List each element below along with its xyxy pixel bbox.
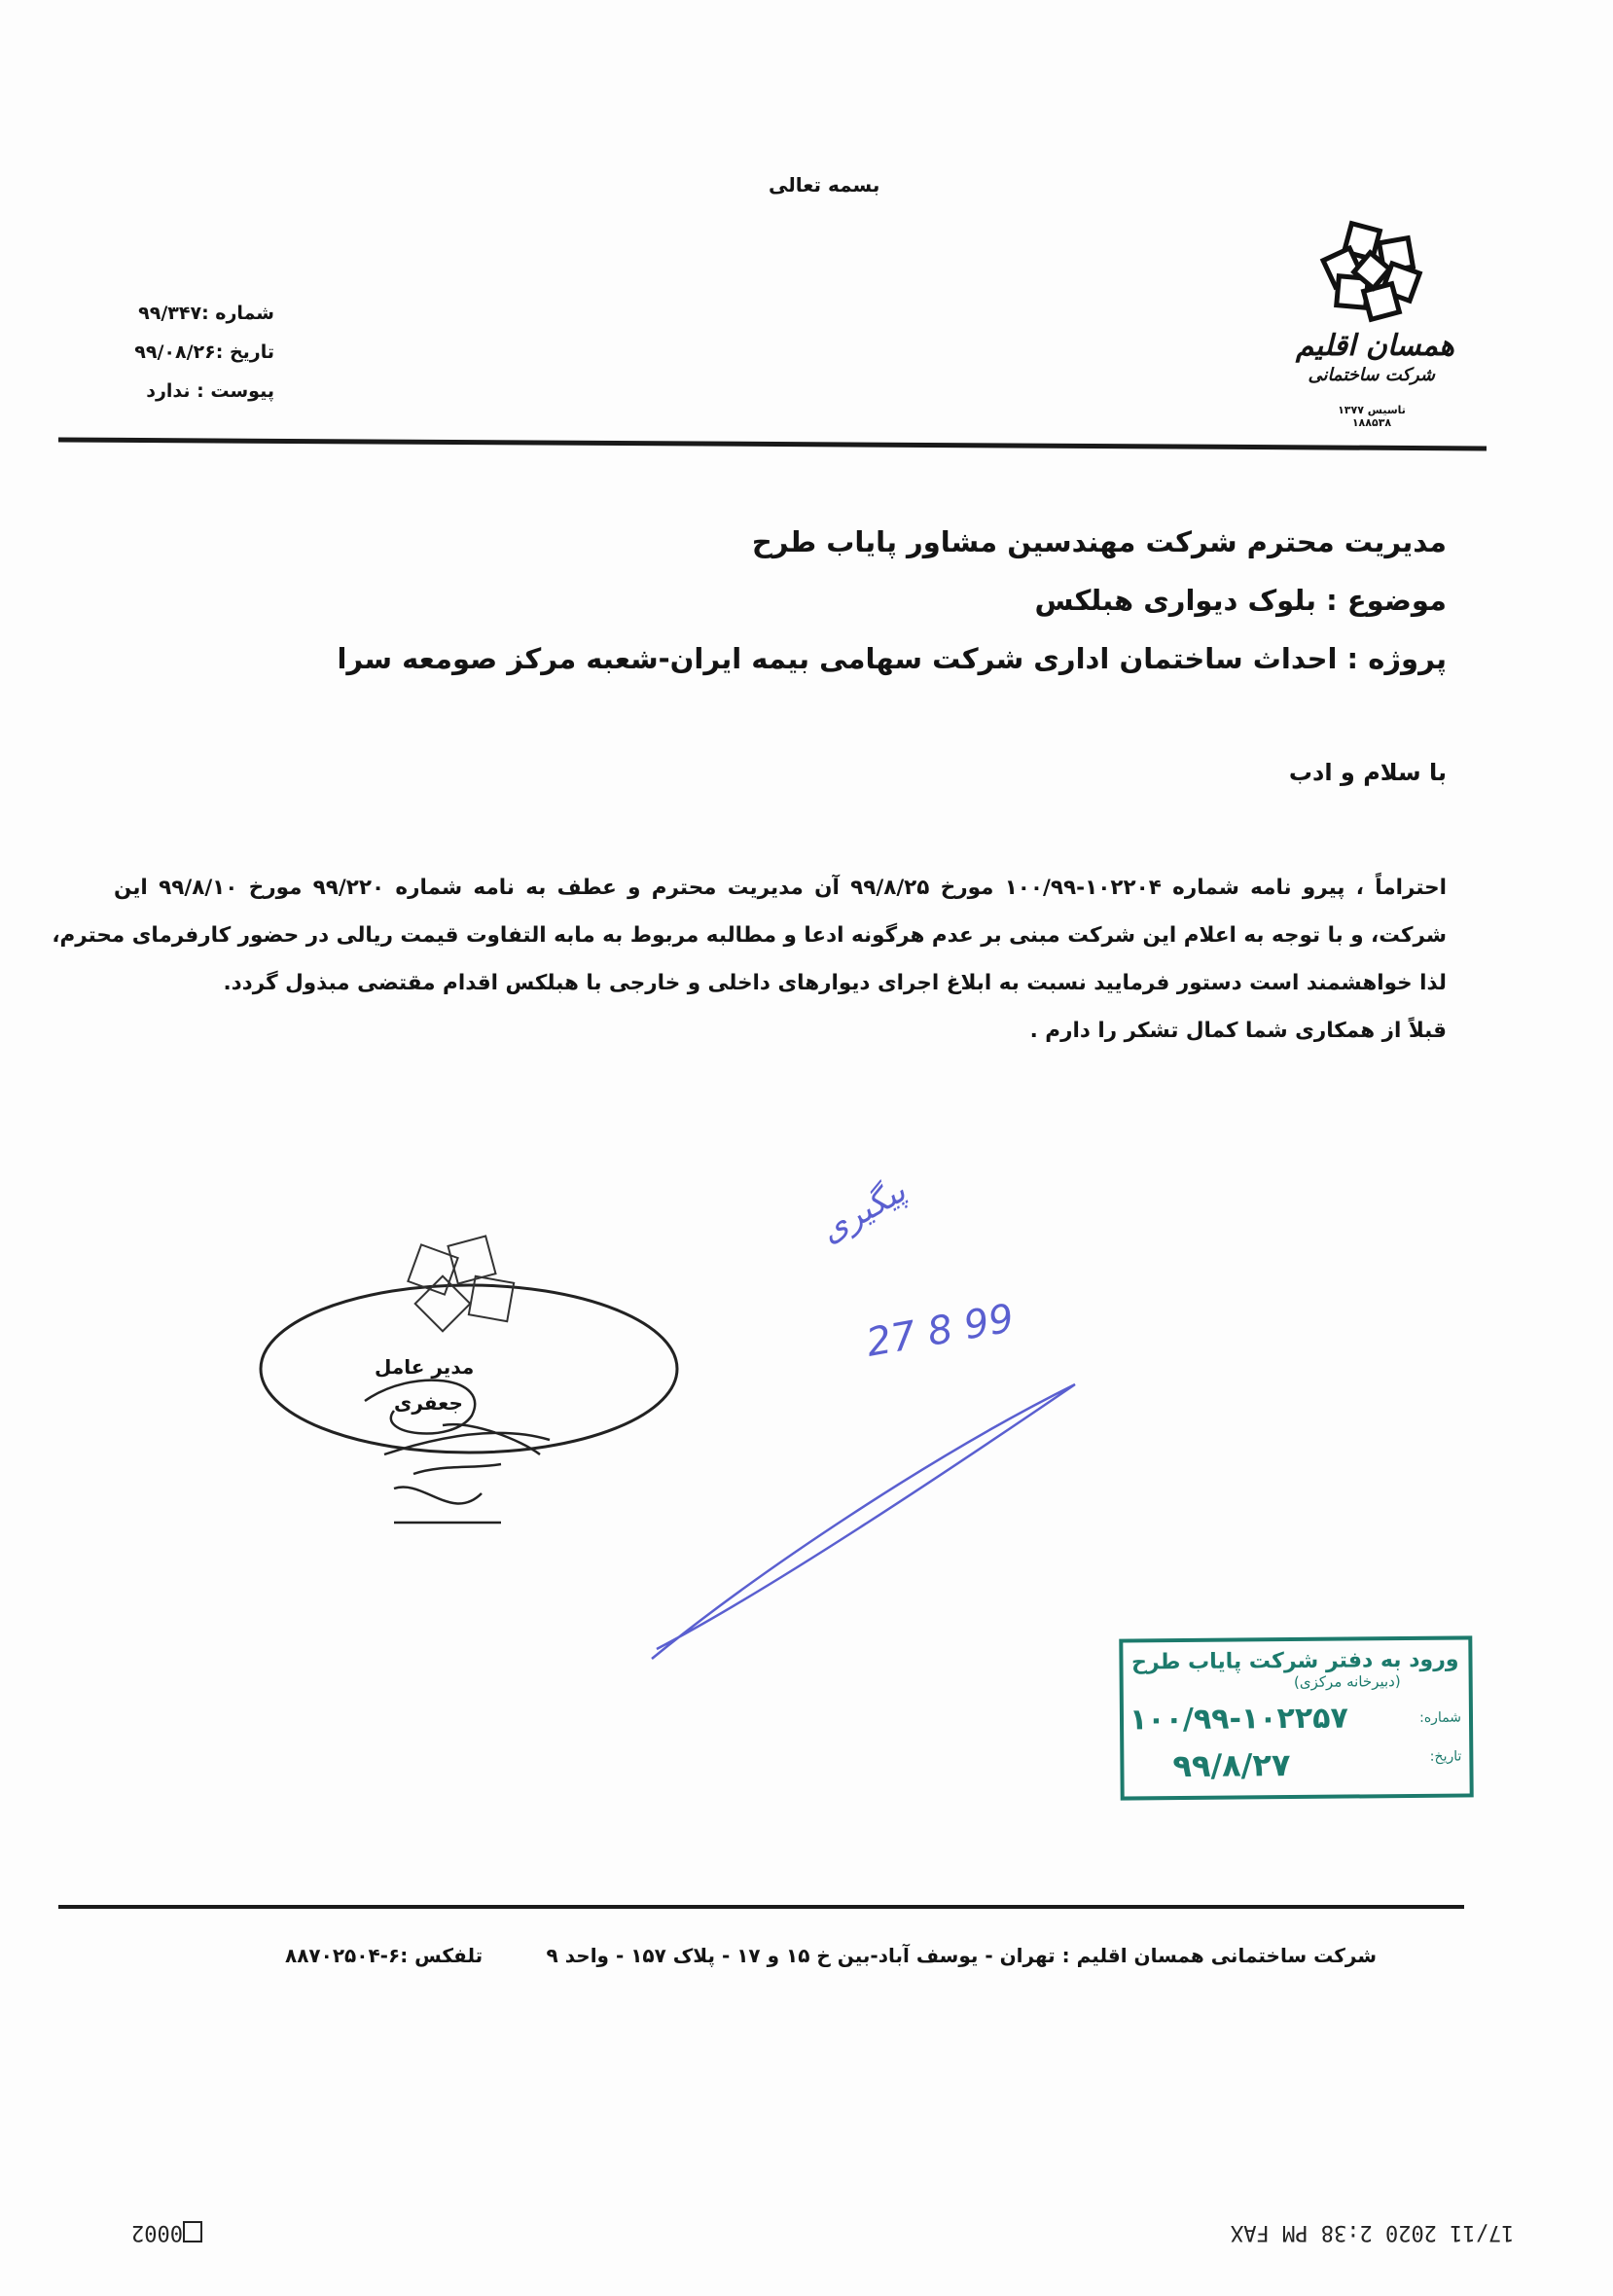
signatory-name: جعفری bbox=[394, 1391, 463, 1415]
stamp-date-label: تاریخ: bbox=[1429, 1748, 1462, 1765]
greeting: با سلام و ادب bbox=[1288, 759, 1447, 786]
handwritten-date: 27 8 99 bbox=[863, 1296, 1018, 1366]
project: پروژه : احداث ساختمان اداری شرکت سهامی بیمه ایران-شعبه مرکز صومعه سرا bbox=[337, 642, 1447, 675]
stamp-subtitle: (دبیرخانه مرکزی) bbox=[1293, 1672, 1401, 1692]
receipt-stamp bbox=[1119, 1635, 1473, 1800]
fax-page: 0002 bbox=[131, 2220, 202, 2244]
fax-page-icon bbox=[183, 2221, 202, 2242]
stamp-title: ورود به دفتر شرکت پایاب طرح bbox=[1130, 1647, 1459, 1675]
footer-address: شرکت ساختمانی همسان اقلیم : تهران - یوسف آباد-بین خ ۱۵ و ۱۷ - پلاک ۱۵۷ - واحد ۹ bbox=[546, 1944, 1377, 1967]
stamp-number-label: شماره: bbox=[1419, 1709, 1462, 1726]
signature-seal bbox=[248, 1231, 686, 1552]
logo-established: تاسیس ۱۳۷۷ bbox=[1338, 404, 1406, 416]
body-line: قبلاً از همکاری شما کمال تشکر را دارم . bbox=[1029, 1019, 1447, 1043]
logo-registration: ۱۸۸۵۳۸ bbox=[1351, 416, 1392, 429]
company-logo bbox=[1289, 219, 1454, 462]
stamp-date-value: ۹۹/۸/۲۷ bbox=[1172, 1746, 1291, 1785]
reference-info bbox=[60, 294, 274, 411]
seal-oval-icon bbox=[248, 1231, 686, 1552]
invocation-text: بسمه تعالی bbox=[769, 173, 880, 197]
footer-telfax: تلفکس :۶-۸۸۷۰۲۵۰۴ bbox=[285, 1944, 484, 1967]
letter-heading bbox=[182, 513, 1447, 688]
signatory-title: مدیر عامل bbox=[375, 1355, 475, 1379]
header-divider bbox=[58, 438, 1487, 451]
logo-emblem-icon bbox=[1289, 219, 1454, 326]
body-line: شرکت، و با توجه به اعلام این شرکت مبنی بر عدم هرگونه ادعا و مطالبه مربوط به مابه التفاوت قیمت ریالی در حضور کارفرمای محترم، bbox=[52, 923, 1447, 948]
fax-timestamp: 17/11 2020 2:38 PM FAX bbox=[1231, 2220, 1515, 2244]
footer-divider bbox=[58, 1905, 1464, 1909]
letter-body bbox=[52, 864, 1448, 1055]
logo-subtitle: شرکت ساختمانی bbox=[1308, 365, 1435, 385]
body-line: لذا خواهشمند است دستور فرمایید نسبت به ابلاغ اجرای دیوارهای داخلی و خارجی با هبلکس اقدام مقتضی مبذول گردد. bbox=[223, 971, 1447, 995]
letter-date: تاریخ :۹۹/۰۸/۲۶ bbox=[134, 341, 274, 363]
body-line: احتراماً ، پیرو نامه شماره ۱۰۲۲۰۴-۱۰۰/۹۹ مورخ ۹۹/۸/۲۵ آن مدیریت محترم و عطف به نامه شماره ۹۹/۲۲۰ مورخ ۹۹/۸/۱۰ این bbox=[114, 876, 1448, 900]
letter-number: شماره :۹۹/۳۴۷ bbox=[138, 303, 274, 324]
logo-name: همسان اقلیم bbox=[1295, 329, 1454, 363]
stamp-number-value: ۱۰۰/۹۹-۱۰۲۲۵۷ bbox=[1129, 1701, 1348, 1738]
recipient: مدیریت محترم شرکت مهندسین مشاور پایاب طرح bbox=[751, 525, 1447, 558]
letter-attachment: پیوست : ندارد bbox=[146, 380, 274, 402]
pen-stroke-icon bbox=[642, 1377, 1090, 1668]
subject: موضوع : بلوک دیواری هبلکس bbox=[1034, 584, 1447, 617]
handwritten-word: پیگیری bbox=[813, 1171, 913, 1251]
